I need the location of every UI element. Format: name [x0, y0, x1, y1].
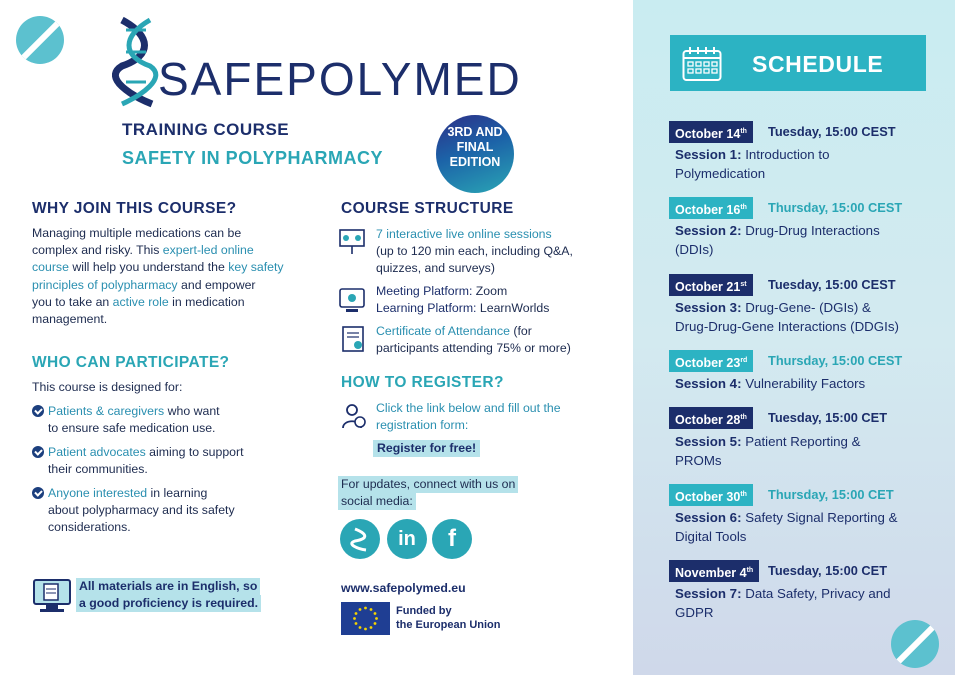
pill-icon: [16, 16, 64, 64]
eu-flag-icon: [341, 602, 390, 635]
safepolymed-icon[interactable]: [340, 519, 380, 559]
session-title: Session 2: Drug-Drug Interactions (DDIs): [675, 223, 880, 257]
session-day: Thursday, 15:00 CEST: [768, 200, 903, 215]
why-heading: WHY JOIN THIS COURSE?: [32, 200, 237, 217]
session-day: Thursday, 15:00 CEST: [768, 353, 903, 368]
session-date: October 21st: [669, 274, 753, 296]
edition-badge: 3RD AND FINAL EDITION: [436, 115, 514, 193]
video-call-icon: [338, 286, 366, 314]
session-title: Session 5: Patient Reporting & PROMs: [675, 434, 861, 468]
course-subtitle: SAFETY IN POLYPHARMACY: [122, 148, 384, 168]
schedule-title: SCHEDULE: [752, 51, 884, 77]
who-heading: WHO CAN PARTICIPATE?: [32, 354, 230, 371]
session-date: October 16th: [669, 197, 753, 219]
pill-icon: [891, 620, 939, 668]
session-day: Tuesday, 15:00 CET: [768, 563, 888, 578]
register-button[interactable]: Register for free!: [373, 440, 480, 457]
participant-item: Anyone interested in learning about polypharmacy and its safety considerations.: [32, 485, 235, 536]
who-intro: This course is designed for:: [32, 380, 183, 394]
funded-by-eu: Funded by the European Union: [396, 605, 501, 631]
session-title: Session 6: Safety Signal Reporting & Digital Tools: [675, 510, 898, 544]
session-date: October 14th: [669, 121, 753, 143]
course-title: TRAINING COURSE: [122, 120, 290, 139]
session-title: Session 1: Introduction to Polymedication: [675, 147, 830, 181]
session-date: November 4th: [669, 560, 759, 582]
certificate-info: Certificate of Attendance (for participants attending 75% or more): [376, 324, 571, 355]
check-icon: [32, 487, 44, 499]
safepolymed-logo: [112, 16, 532, 108]
session-date: October 23rd: [669, 350, 753, 372]
session-date: October 28th: [669, 407, 753, 429]
computer-icon: [32, 578, 72, 614]
session-day: Tuesday, 15:00 CEST: [768, 124, 896, 139]
website-link[interactable]: www.safepolymed.eu: [341, 581, 466, 595]
participant-item: Patients & caregivers who want to ensure safe medication use.: [32, 403, 220, 437]
sessions-info: 7 interactive live online sessions (up to 120 min each, including Q&A, quizzes, and surveys): [376, 227, 573, 275]
register-text: Click the link below and fill out the registration form:: [376, 401, 561, 432]
linkedin-icon[interactable]: in: [387, 519, 427, 559]
calendar-icon: [682, 46, 722, 82]
session-day: Tuesday, 15:00 CET: [768, 410, 888, 425]
participant-item: Patient advocates aiming to support their communities.: [32, 444, 244, 478]
session-day: Thursday, 15:00 CET: [768, 487, 894, 502]
facebook-icon[interactable]: f: [432, 519, 472, 559]
check-icon: [32, 446, 44, 458]
session-date: October 30th: [669, 484, 753, 506]
user-icon: [340, 402, 368, 430]
platforms-info: Meeting Platform: Zoom Learning Platform: LearnWorlds: [376, 284, 550, 315]
logo-text: SAFEPOLYMED: [158, 53, 522, 105]
updates-text: For updates, connect with us on social media:: [338, 476, 518, 510]
register-heading: HOW TO REGISTER?: [341, 374, 504, 391]
certificate-icon: [340, 325, 368, 353]
materials-note: All materials are in English, so a good proficiency is required.: [32, 578, 261, 612]
why-paragraph: Managing multiple medications can be complex and risky. This expert-led online course will help you understand the key safety principles of polypharmacy and empower you to take an active role in medication management.: [32, 226, 284, 327]
structure-heading: COURSE STRUCTURE: [341, 200, 514, 217]
check-icon: [32, 405, 44, 417]
session-title: Session 4: Vulnerability Factors: [675, 376, 866, 391]
session-day: Tuesday, 15:00 CEST: [768, 277, 896, 292]
session-title: Session 7: Data Safety, Privacy and GDPR: [675, 586, 891, 620]
dna-icon: [112, 16, 162, 108]
presentation-icon: [338, 228, 366, 256]
session-title: Session 3: Drug-Gene- (DGIs) & Drug-Drug-Gene Interactions (DDGIs): [675, 300, 899, 334]
